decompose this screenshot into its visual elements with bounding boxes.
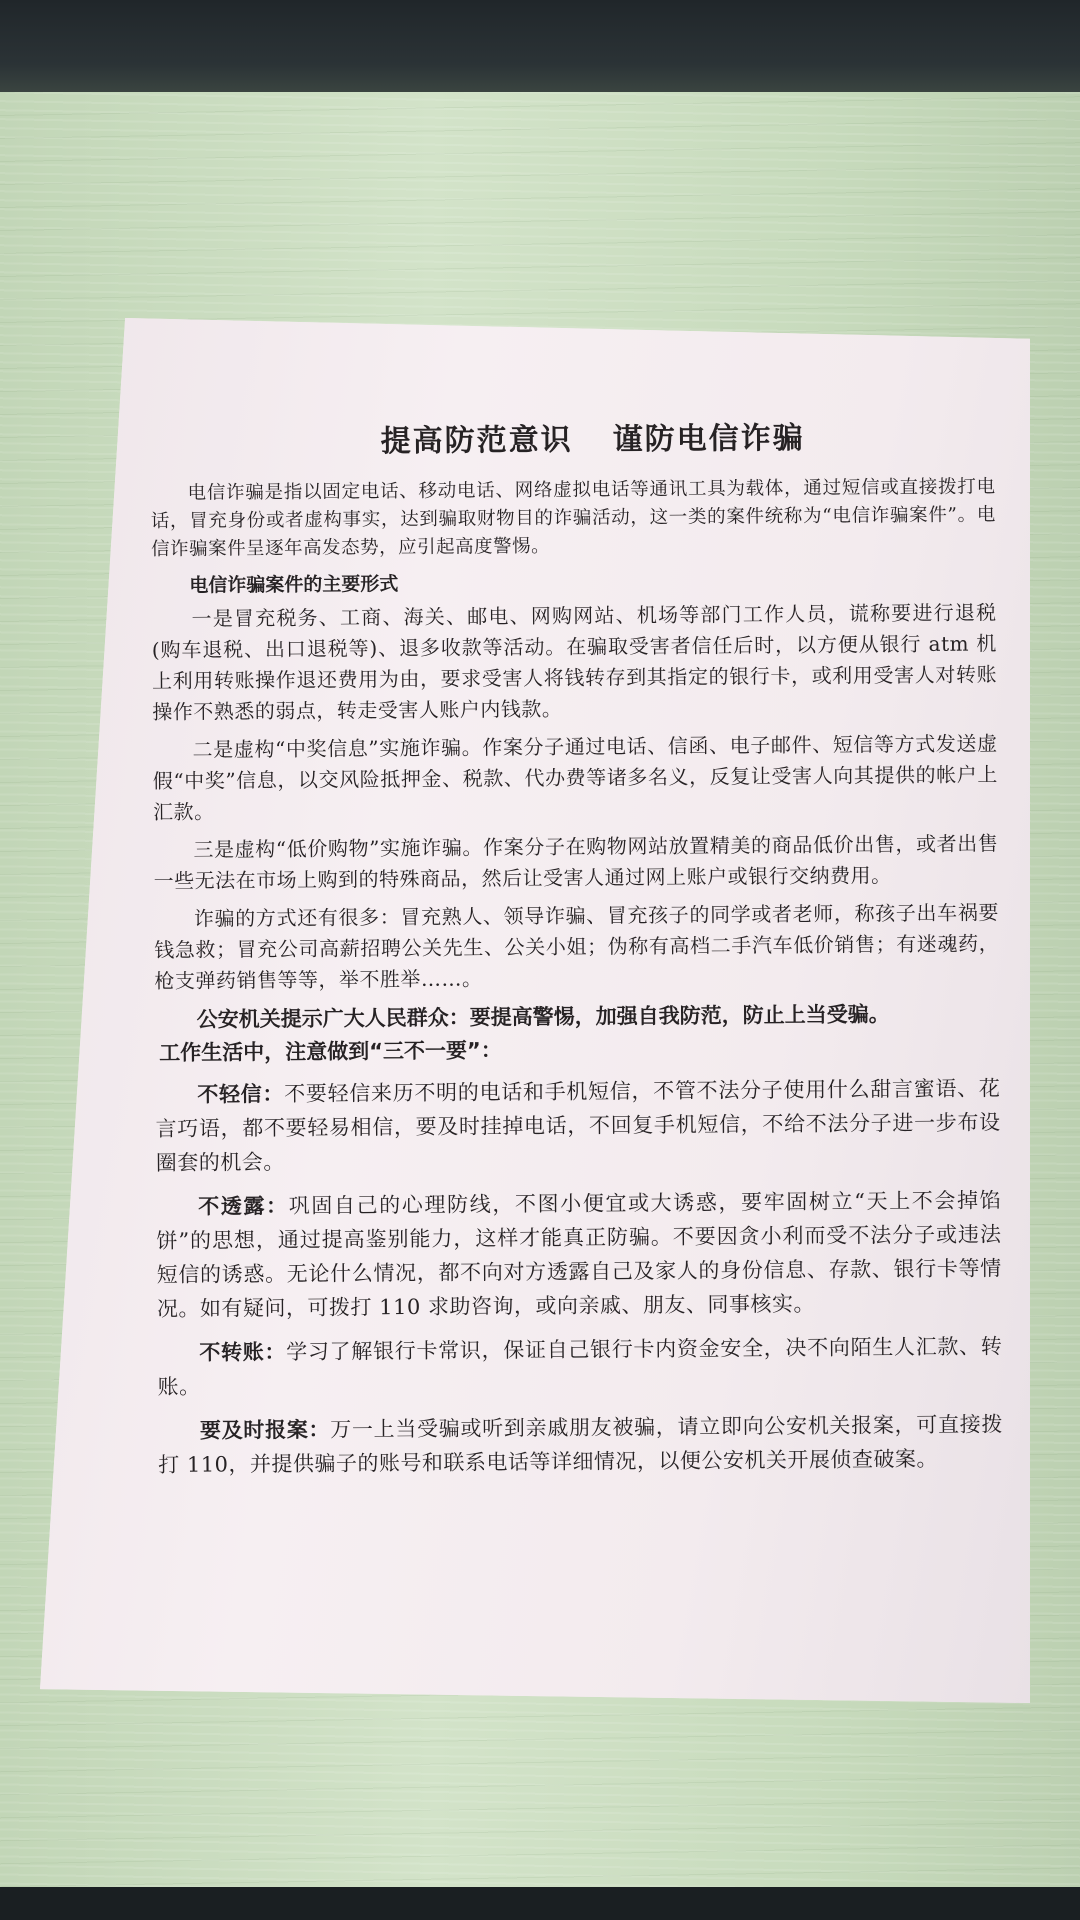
document-title bbox=[150, 411, 995, 462]
forms-heading: 电信诈骗案件的主要形式 bbox=[189, 573, 399, 597]
point-2-label: 不透露： bbox=[198, 1193, 289, 1219]
point-1-paragraph bbox=[155, 1071, 1001, 1180]
background-wall bbox=[0, 0, 1080, 92]
point-3-label: 不转账： bbox=[199, 1339, 287, 1365]
form-1-paragraph: 一是冒充税务、工商、海关、邮电、网购网站、机场等部门工作人员，谎称要进行退税(购车退税、出口退税等)、退多收款等活动。在骗取受害者信任后时，以方便从银行 atm 机上利用转账操作退还费用为由，要求受害人将钱转存到其指定的银行卡，或利用受害人对转账操作不熟悉的弱点，转走受害人账户内钱款。 bbox=[151, 600, 998, 724]
point-4-paragraph bbox=[158, 1407, 1004, 1482]
point-1-text: 不要轻信来历不明的电话和手机短信，不管不法分子使用什么甜言蜜语、花言巧语，都不要轻易相信，要及时挂掉电话，不回复手机短信，不给不法分子进一步布设圈套的机会。 bbox=[155, 1076, 1001, 1175]
dark-bottom-edge bbox=[0, 1887, 1080, 1920]
point-2-text: 巩固自己的心理防线，不图小便宜或大诱惑，要牢固树立“天上不会掉馅饼”的思想，通过提高鉴别能力，这样才能真正防骗。不要因贪小利而受不法分子或违法短信的诱惑。无论什么情况，都不向对方透露自己及家人的身份信息、存款、银行卡等情况。如有疑问，可拨打 110 求助咨询，或向亲戚、朋友、同事核实。 bbox=[156, 1188, 1002, 1321]
police-notice-line-2: 工作生活中，注意做到“三不一要”： bbox=[159, 1038, 502, 1065]
form-3-paragraph: 三是虚构“低价购物”实施诈骗。作案分子在购物网站放置精美的商品低价出售，或者出售一些无法在市场上购到的特殊商品，然后让受害人通过网上账户或银行交纳费用。 bbox=[153, 831, 999, 893]
other-methods-paragraph: 诈骗的方式还有很多：冒充熟人、领导诈骗、冒充孩子的同学或者老师，称孩子出车祸要钱急救；冒充公司高薪招聘公关先生、公关小姐；伪称有高档二手汽车低价销售；有迷魂药，枪支弹药销售等等，举不胜举……。 bbox=[154, 900, 1000, 993]
point-3-text: 学习了解银行卡常识，保证自己银行卡内资金安全，决不向陌生人汇款、转账。 bbox=[157, 1334, 1003, 1399]
point-1-label: 不轻信： bbox=[197, 1081, 285, 1107]
form-2-paragraph: 二是虚构“中奖信息”实施诈骗。作案分子通过电话、信函、电子邮件、短信等方式发送虚假“中奖”信息，以交风险抵押金、税款、代办费等诸多名义，反复让受害人向其提供的帐户上汇款。 bbox=[152, 731, 998, 824]
document-content bbox=[150, 411, 1003, 1492]
point-4-text: 万一上当受骗或听到亲戚朋友被骗，请立即向公安机关报案，可直接拨打 110，并提供骗子的账号和联系电话等详细情况，以便公安机关开展侦查破案。 bbox=[158, 1412, 1004, 1477]
point-4-label: 要及时报案： bbox=[199, 1417, 331, 1443]
title-part-2: 谨防电信诈骗 bbox=[612, 420, 805, 458]
point-2-paragraph bbox=[156, 1183, 1002, 1326]
intro-paragraph: 电信诈骗是指以固定电话、移动电话、网络虚拟电话等通讯工具为载体，通过短信或直接拨打电话，冒充身份或者虚构事实，达到骗取财物目的诈骗活动，这一类的案件统称为“电信诈骗案件”。电信诈骗案件呈逐年高发态势，应引起高度警惕。 bbox=[150, 476, 996, 560]
point-3-paragraph bbox=[157, 1329, 1003, 1404]
police-notice-line-1: 公安机关提示广大人民群众：要提高警惕，加强自我防范，防止上当受骗。 bbox=[196, 1002, 890, 1032]
title-part-1: 提高防范意识 bbox=[380, 422, 573, 460]
